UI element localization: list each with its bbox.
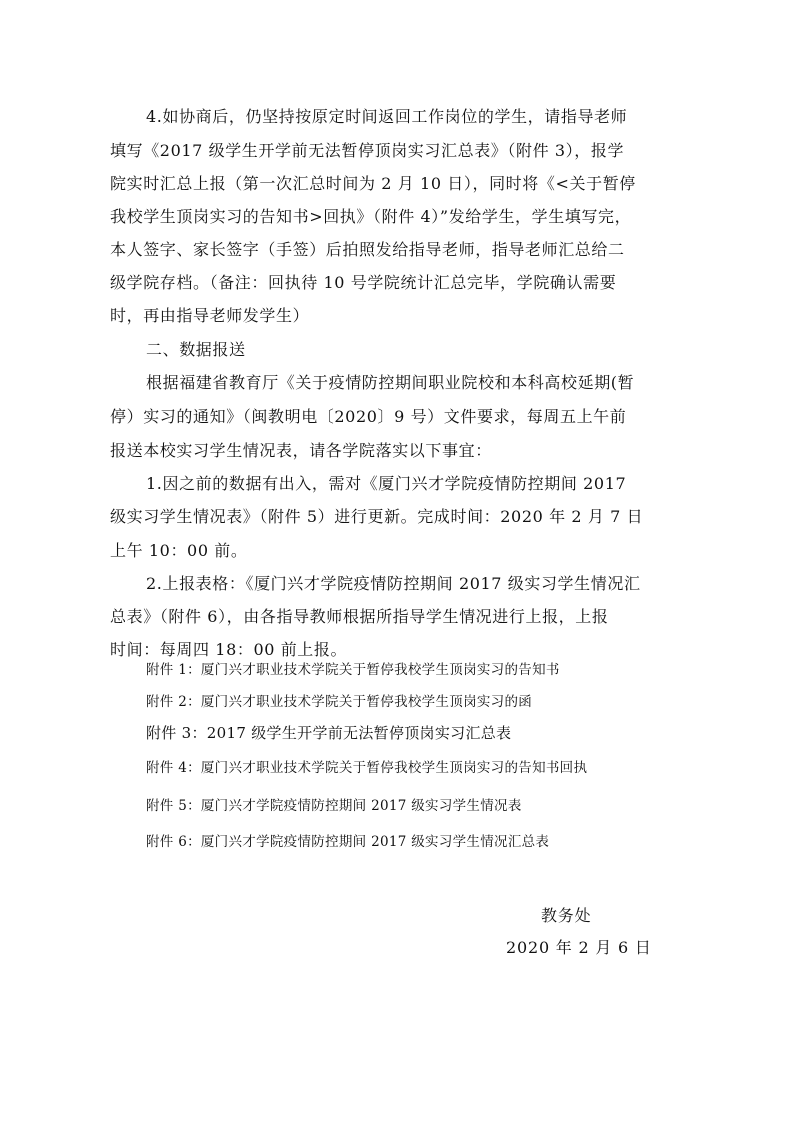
text-line: 报送本校实习学生情况表，请各学院落实以下事宜： [110,441,492,460]
text-line: 4.如协商后，仍坚持按原定时间返回工作岗位的学生，请指导老师 [146,107,628,126]
text-line: 我校学生顶岗实习的告知书>回执》（附件 4）”发给学生，学生填写完， [110,207,632,226]
text-line: 院实时汇总上报（第一次汇总时间为 2 月 10 日），同时将《<关于暂停 [110,174,636,193]
attachment-item: 附件 4：厦门兴才职业技术学院关于暂停我校学生顶岗实习的告知书回执 [146,760,588,776]
text-line: 上午 10：00 前。 [110,541,248,560]
text-line: 停）实习的通知》（闽教明电〔2020〕9 号）文件要求，每周五上午前 [110,407,627,426]
text-line: 级实习学生情况表》（附件 5）进行更新。完成时间：2020 年 2 月 7 日 [110,507,644,526]
issuing-department: 教务处 [541,906,592,925]
attachment-item: 附件 3：2017 级学生开学前无法暂停顶岗实习汇总表 [146,724,512,742]
issue-date: 2020 年 2 月 6 日 [506,938,652,957]
text-line: 时，再由指导老师发学生） [110,306,310,325]
text-line: 根据福建省教育厅《关于疫情防控期间职业院校和本科高校延期(暂 [146,373,635,392]
text-line: 级学院存档。（备注：回执待 10 号学院统计汇总完毕，学院确认需要 [110,273,617,292]
text-line: 总表》（附件 6），由各指导教师根据所指导学生情况进行上报，上报 [110,607,609,626]
attachment-item: 附件 2：厦门兴才职业技术学院关于暂停我校学生顶岗实习的函 [146,694,533,710]
text-line: 填写《2017 级学生开学前无法暂停顶岗实习汇总表》（附件 3），报学 [110,141,625,160]
text-line: 时间：每周四 18：00 前上报。 [110,640,348,659]
text-line: 本人签字、家长签字（手签）后拍照发给指导老师，指导老师汇总给二 [110,240,625,259]
attachment-item: 附件 6：厦门兴才学院疫情防控期间 2017 级实习学生情况汇总表 [146,834,550,850]
attachment-item: 附件 5：厦门兴才学院疫情防控期间 2017 级实习学生情况表 [146,798,522,814]
text-line: 1.因之前的数据有出入，需对《厦门兴才学院疫情防控期间 2017 [146,474,627,493]
section-heading: 二、数据报送 [146,340,246,359]
text-line: 2.上报表格：《厦门兴才学院疫情防控期间 2017 级实习学生情况汇 [146,574,641,593]
attachment-item: 附件 1：厦门兴才职业技术学院关于暂停我校学生顶岗实习的告知书 [146,662,560,678]
